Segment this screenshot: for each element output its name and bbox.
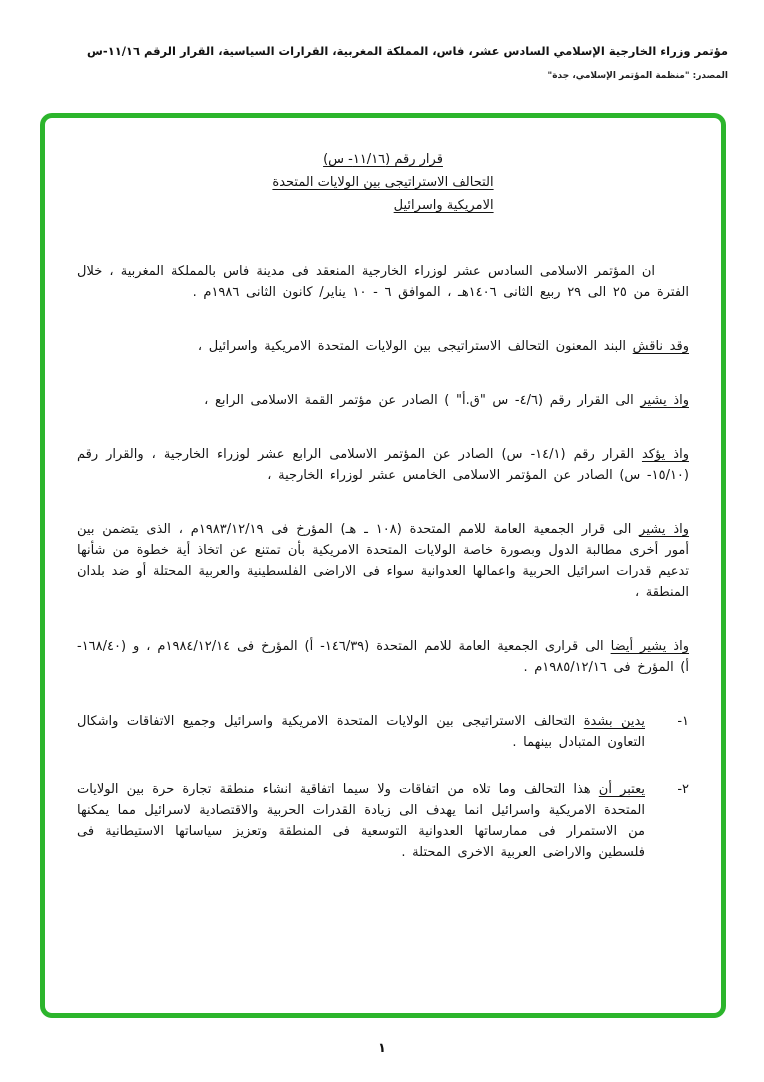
underlined-phrase: وقد ناقش [632, 339, 689, 354]
underlined-phrase: يدين بشدة [583, 714, 645, 729]
document-source-line: المصدر: "منظمة المؤتمر الإسلامي، جدة" [547, 71, 728, 81]
title-line-text: الامريكية واسرائيل [393, 198, 494, 213]
text-segment: ان المؤتمر الاسلامى السادس عشر لوزراء الخارجية المنعقد فى مدينة فاس بالمملكة المغربية ، خلال الفترة من ٢٥ الى ٢٩ ربيع الثانى ١٤٠٦هـ ، الموافق ٦ - ١٠ يناير/ كانون الثانى ١٩٨٦م . [77, 264, 689, 300]
text-segment: الى القرار رقم (٤/٦- س "ق.أ" ) الصادر عن مؤتمر القمة الاسلامى الرابع ، [204, 393, 641, 408]
preamble-paragraph [77, 519, 689, 603]
preamble-paragraph [77, 444, 689, 486]
text-segment: التحالف الاستراتيجى بين الولايات المتحدة الامريكية واسرائيل وجميع الاتفاقات واشكال التعاون المتبادل بينهما . [77, 714, 645, 750]
title-line-text: التحالف الاستراتيجى بين الولايات المتحدة [272, 175, 494, 190]
underlined-phrase: واذ يشير [639, 522, 690, 537]
title-line [272, 148, 493, 171]
numbered-clause [77, 779, 689, 863]
page-number: ١ [378, 1041, 386, 1056]
text-segment: الى قرارى الجمعية العامة للامم المتحدة (١٤٦/٣٩- أ) المؤرخ فى ١٩٨٤/١٢/١٤م ، و (١٦٨/٤٠- أ) المؤرخ فى ١٩٨٥/١٢/١٦م . [77, 639, 689, 675]
clause-number: ١- [677, 714, 689, 729]
document-header-line: مؤتمر وزراء الخارجية الإسلامي السادس عشر، فاس، المملكة المغربية، القرارات السياسية، القرار الرقم ١١/١٦-س [87, 44, 728, 58]
preamble-paragraph [77, 336, 689, 357]
clause-text [77, 711, 645, 753]
resolution-title [272, 148, 493, 217]
preamble-paragraph [77, 636, 689, 678]
text-segment: القرار رقم (١٤/١- س) الصادر عن المؤتمر الاسلامى الرابع عشر لوزراء الخارجية ، والقرار رقم (١٥/١٠- س) الصادر عن المؤتمر الاسلامى الخامس عشر لوزراء الخارجية ، [77, 447, 689, 483]
clause-text [77, 779, 645, 863]
underlined-phrase: واذ يشير [640, 393, 689, 408]
text-segment: البند المعنون التحالف الاستراتيجى بين الولايات المتحدة الامريكية واسرائيل ، [197, 339, 633, 354]
title-line [272, 194, 493, 217]
preamble-paragraph [77, 390, 689, 411]
underlined-phrase: يعتبر أن [598, 782, 645, 797]
title-line [272, 171, 493, 194]
text-segment: الى قرار الجمعية العامة للامم المتحدة (١٠٨ ـ هـ) المؤرخ فى ١٩٨٣/١٢/١٩م ، الذى يتضمن بين أمور أخرى مطالبة الدول وبصورة خاصة الولايات المتحدة الامريكية بأن تمتنع عن اتخاذ أية خطوة من شأنها تدعيم قدرات اسرائيل الحربية واعمالها العدوانية سواء فى الاراضى الفلسطينية والعربية المحتلة أو ضد بلدان المنطقة ، [77, 522, 689, 600]
numbered-clause [77, 711, 689, 753]
document-green-frame [40, 113, 726, 1018]
resolution-body [77, 261, 689, 863]
text-segment: هذا التحالف وما تلاه من اتفاقات ولا سيما اتفاقية انشاء منطقة تجارة حرة بين الولايات المتحدة الامريكية واسرائيل انما يهدف الى زيادة القدرات الحربية والاقتصادية لاسرائيل مما يمكنها من الاستمرار فى ممارساتها العدوانية التوسعية فى المنطقة وتعزيز سياساتها الاستيطانية فى فلسطين والاراضى العربية الاخرى المحتلة . [77, 782, 645, 860]
preamble-paragraph [77, 261, 689, 303]
underlined-phrase: واذ يشير أيضا [610, 639, 689, 654]
title-line-text: قرار رقم (١١/١٦- س) [323, 152, 443, 167]
underlined-phrase: واذ يؤكد [641, 447, 689, 462]
clause-number: ٢- [677, 782, 689, 797]
